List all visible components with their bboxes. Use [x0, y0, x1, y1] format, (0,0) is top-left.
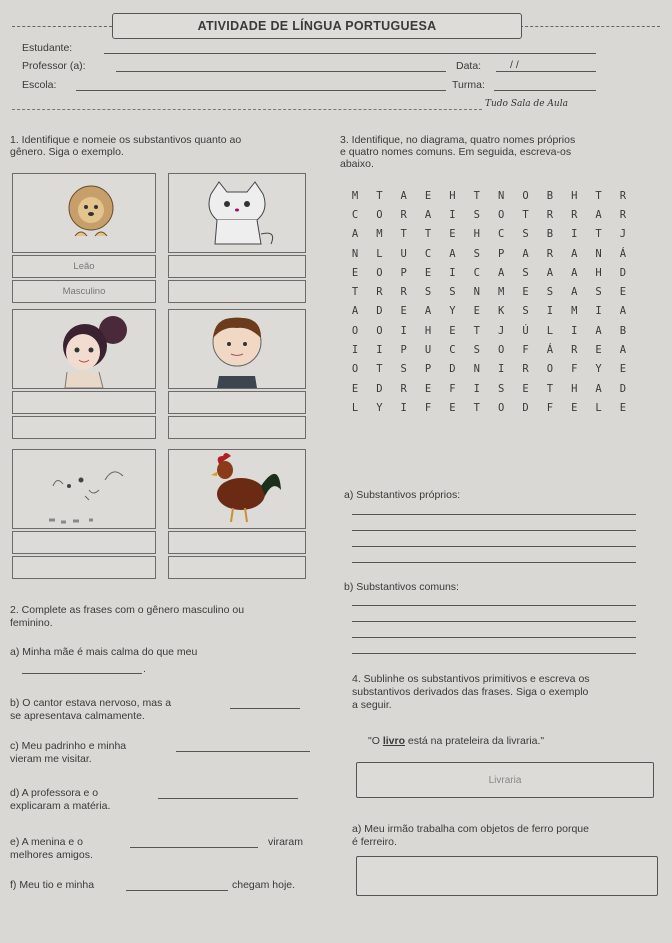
grid-letter[interactable]: U: [400, 247, 407, 260]
grid-letter[interactable]: E: [571, 401, 578, 414]
q2-c-blank[interactable]: [176, 751, 310, 752]
grid-letter[interactable]: A: [400, 189, 407, 202]
grid-letter[interactable]: D: [376, 305, 383, 318]
q2-text-line2: feminino.: [10, 617, 53, 629]
grid-letter[interactable]: I: [400, 324, 407, 337]
grid-letter[interactable]: P: [400, 266, 407, 279]
q4-a-text: a) Meu irmão trabalha com objetos de ferro porque: [352, 823, 589, 835]
grid-letter[interactable]: R: [400, 208, 407, 221]
grid-letter[interactable]: H: [571, 189, 578, 202]
grid-letter[interactable]: I: [571, 324, 578, 337]
grid-letter[interactable]: A: [571, 247, 578, 260]
q2-f-text: f) Meu tio e minha: [10, 879, 95, 891]
grid-letter[interactable]: R: [546, 247, 554, 260]
q3-text-line2: e quatro nomes comuns. Em seguida, escreva-os: [340, 146, 572, 158]
rooster-name-field[interactable]: [168, 531, 306, 554]
grid-letter[interactable]: T: [376, 189, 383, 202]
grid-letter[interactable]: P: [424, 363, 432, 376]
grid-letter[interactable]: A: [424, 208, 432, 221]
class-field[interactable]: [494, 90, 596, 91]
grid-letter[interactable]: F: [546, 401, 554, 414]
date-slashes: / /: [510, 59, 519, 71]
grid-letter[interactable]: M: [351, 189, 359, 202]
grid-letter[interactable]: O: [351, 324, 359, 337]
lion-image-cell: [12, 173, 156, 253]
grid-letter[interactable]: O: [376, 324, 383, 337]
grid-letter[interactable]: T: [351, 286, 359, 299]
teacher-label: Professor (a):: [22, 60, 86, 72]
grid-row: [344, 302, 634, 321]
logo-signature: Tudo Sala de Aula: [485, 99, 568, 109]
q2-a-blank[interactable]: [22, 673, 142, 674]
grid-letter[interactable]: R: [376, 286, 383, 299]
grid-letter[interactable]: E: [522, 382, 529, 395]
grid-letter[interactable]: J: [619, 228, 627, 241]
grid-letter[interactable]: A: [351, 305, 359, 318]
grid-letter[interactable]: P: [400, 344, 407, 357]
school-field[interactable]: [76, 90, 446, 91]
q2-f-end: chegam hoje.: [232, 879, 296, 891]
q2-d-text2: explicaram a matéria.: [10, 800, 111, 812]
grid-letter[interactable]: E: [473, 305, 480, 318]
grid-letter[interactable]: E: [449, 228, 456, 241]
grid-letter[interactable]: A: [595, 208, 602, 221]
grid-letter[interactable]: T: [473, 324, 480, 337]
grid-letter[interactable]: R: [546, 208, 554, 221]
grid-letter[interactable]: B: [619, 324, 627, 337]
q2-f-blank[interactable]: [126, 890, 228, 891]
grid-letter[interactable]: I: [546, 305, 554, 318]
q1-text-line1: 1. Identifique e nomeie os substantivos quanto ao: [10, 134, 242, 146]
q2-a-text: a) Minha mãe é mais calma do que meu: [10, 646, 198, 658]
grid-letter[interactable]: P: [497, 247, 505, 260]
grid-letter[interactable]: I: [449, 208, 456, 221]
grid-letter[interactable]: D: [619, 266, 627, 279]
q3-b-line-1[interactable]: [352, 605, 636, 606]
grid-letter[interactable]: C: [473, 266, 480, 279]
q3-a-line-2[interactable]: [352, 530, 636, 531]
grid-letter[interactable]: I: [595, 305, 602, 318]
q3-a-line-4[interactable]: [352, 562, 636, 563]
grid-letter[interactable]: K: [497, 305, 505, 318]
grid-letter[interactable]: S: [473, 344, 480, 357]
grid-letter[interactable]: T: [595, 228, 602, 241]
grid-letter[interactable]: T: [473, 401, 480, 414]
grid-letter[interactable]: L: [376, 247, 383, 260]
grid-letter[interactable]: A: [424, 305, 432, 318]
rooster-icon: [169, 450, 305, 528]
grid-letter[interactable]: T: [546, 382, 554, 395]
lion-icon: [13, 174, 155, 252]
grid-letter[interactable]: O: [376, 208, 383, 221]
grid-row: [344, 379, 634, 398]
grid-letter[interactable]: E: [619, 286, 627, 299]
grid-letter[interactable]: E: [424, 382, 432, 395]
grid-letter[interactable]: M: [571, 305, 578, 318]
q3-a-label: a) Substantivos próprios:: [344, 489, 461, 501]
grid-letter[interactable]: R: [400, 286, 407, 299]
grid-letter[interactable]: A: [546, 266, 554, 279]
teacher-field[interactable]: [116, 71, 446, 72]
grid-row: [344, 244, 634, 263]
q4-example-post: está na prateleira da livraria.": [405, 735, 545, 747]
cat-image-cell: [168, 173, 306, 253]
q3-b-line-4[interactable]: [352, 653, 636, 654]
q2-e-text: e) A menina e o: [10, 836, 83, 848]
q2-b-text: b) O cantor estava nervoso, mas a: [10, 697, 172, 709]
grid-letter[interactable]: N: [595, 247, 602, 260]
girl-image-cell: [12, 309, 156, 389]
q2-b-blank[interactable]: [230, 708, 300, 709]
grid-row: [344, 186, 634, 205]
grid-letter[interactable]: R: [571, 344, 578, 357]
grid-letter[interactable]: Á: [546, 344, 554, 357]
girl-icon: [13, 310, 155, 388]
cat-icon: [169, 174, 305, 252]
q4-a-answer-box[interactable]: [356, 856, 658, 896]
grid-row: [344, 340, 634, 359]
grid-letter[interactable]: T: [424, 228, 432, 241]
grid-letter[interactable]: E: [619, 363, 627, 376]
grid-letter[interactable]: S: [546, 286, 554, 299]
grid-letter[interactable]: T: [522, 208, 529, 221]
q4-text-line2: substantivos derivados das frases. Siga o exemplo: [352, 686, 589, 698]
cat-gender-field[interactable]: [168, 280, 306, 303]
q2-text-line1: 2. Complete as frases com o gênero masculino ou: [10, 604, 245, 616]
grid-letter[interactable]: E: [424, 189, 432, 202]
grid-letter[interactable]: A: [595, 324, 602, 337]
grid-letter[interactable]: O: [522, 189, 529, 202]
grid-letter[interactable]: O: [497, 401, 505, 414]
grid-letter[interactable]: F: [571, 363, 578, 376]
student-field[interactable]: [104, 53, 596, 54]
grid-letter[interactable]: O: [497, 208, 505, 221]
girl-name-field[interactable]: [12, 391, 156, 414]
grid-letter[interactable]: R: [619, 189, 627, 202]
q2-d-text: d) A professora e o: [10, 787, 99, 799]
grid-letter[interactable]: Ú: [522, 324, 529, 337]
page-title: ATIVIDADE DE LÍNGUA PORTUGUESA: [112, 13, 522, 39]
grid-letter[interactable]: A: [571, 266, 578, 279]
grid-letter[interactable]: E: [595, 344, 602, 357]
grid-letter[interactable]: I: [473, 382, 480, 395]
hen-gender-field[interactable]: [12, 556, 156, 579]
grid-letter[interactable]: R: [571, 208, 578, 221]
grid-letter[interactable]: A: [522, 247, 529, 260]
grid-letter[interactable]: T: [595, 189, 602, 202]
grid-letter[interactable]: D: [619, 382, 627, 395]
grid-letter[interactable]: E: [400, 305, 407, 318]
q3-b-line-2[interactable]: [352, 621, 636, 622]
rooster-image-cell: [168, 449, 306, 529]
grid-letter[interactable]: A: [571, 286, 578, 299]
grid-letter[interactable]: T: [400, 228, 407, 241]
grid-letter[interactable]: H: [424, 324, 432, 337]
grid-letter[interactable]: C: [424, 247, 432, 260]
grid-letter[interactable]: C: [351, 208, 359, 221]
grid-letter[interactable]: T: [376, 363, 383, 376]
grid-letter[interactable]: S: [400, 363, 407, 376]
grid-letter[interactable]: M: [497, 286, 505, 299]
grid-letter[interactable]: H: [595, 266, 602, 279]
boy-gender-field[interactable]: [168, 416, 306, 439]
grid-letter[interactable]: N: [473, 286, 480, 299]
grid-letter[interactable]: O: [497, 344, 505, 357]
grid-letter[interactable]: F: [449, 382, 456, 395]
example-name-box: Leão: [12, 255, 156, 278]
grid-letter[interactable]: I: [571, 228, 578, 241]
q3-b-label: b) Substantivos comuns:: [344, 581, 459, 593]
boy-image-cell: [168, 309, 306, 389]
q3-a-line-3[interactable]: [352, 546, 636, 547]
grid-letter[interactable]: E: [619, 401, 627, 414]
grid-letter[interactable]: E: [449, 324, 456, 337]
grid-letter[interactable]: E: [522, 286, 529, 299]
grid-letter[interactable]: F: [424, 401, 432, 414]
grid-letter[interactable]: I: [351, 344, 359, 357]
q2-e-text2: melhores amigos.: [10, 849, 93, 861]
q4-example-answer: Livraria: [356, 762, 654, 798]
grid-letter[interactable]: S: [522, 228, 529, 241]
q3-text-line3: abaixo.: [340, 158, 374, 170]
grid-letter[interactable]: O: [351, 363, 359, 376]
grid-letter[interactable]: S: [522, 305, 529, 318]
title-left-dash: [12, 26, 112, 27]
grid-letter[interactable]: N: [351, 247, 359, 260]
q1-text-line2: gênero. Siga o exemplo.: [10, 146, 124, 158]
q3-a-line-1[interactable]: [352, 514, 636, 515]
grid-letter[interactable]: D: [522, 401, 529, 414]
grid-letter[interactable]: Y: [595, 363, 602, 376]
grid-letter[interactable]: L: [351, 401, 359, 414]
grid-row: [344, 321, 634, 340]
boy-name-field[interactable]: [168, 391, 306, 414]
girl-gender-field[interactable]: [12, 416, 156, 439]
grid-letter[interactable]: H: [571, 382, 578, 395]
grid-row: [344, 263, 634, 282]
grid-letter[interactable]: C: [449, 344, 456, 357]
q2-b-text2: se apresentava calmamente.: [10, 710, 145, 722]
q4-text-line3: a seguir.: [352, 699, 392, 711]
grid-letter[interactable]: L: [546, 324, 554, 337]
q2-e-mid: viraram: [268, 836, 304, 848]
grid-letter[interactable]: C: [497, 228, 505, 241]
q2-c-text: c) Meu padrinho e minha: [10, 740, 127, 752]
grid-letter[interactable]: L: [595, 401, 602, 414]
q4-text-line1: 4. Sublinhe os substantivos primitivos e escreva os: [352, 673, 590, 685]
hen-name-field[interactable]: [12, 531, 156, 554]
q4-a-text2: é ferreiro.: [352, 836, 397, 848]
grid-letter[interactable]: S: [424, 286, 432, 299]
date-field[interactable]: [496, 71, 596, 72]
q3-b-line-3[interactable]: [352, 637, 636, 638]
cat-name-field[interactable]: [168, 255, 306, 278]
grid-letter[interactable]: O: [376, 266, 383, 279]
grid-row: [344, 205, 634, 224]
grid-letter[interactable]: B: [546, 228, 554, 241]
grid-letter[interactable]: I: [400, 401, 407, 414]
q4-example-sentence: [368, 735, 544, 747]
date-label: Data:: [456, 60, 482, 72]
school-label: Escola:: [22, 79, 57, 91]
q4-example-pre: "O: [368, 735, 383, 747]
grid-letter[interactable]: D: [449, 363, 456, 376]
grid-letter[interactable]: O: [546, 363, 554, 376]
grid-row: [344, 225, 634, 244]
grid-letter[interactable]: I: [376, 344, 383, 357]
grid-letter[interactable]: E: [424, 266, 432, 279]
class-label: Turma:: [452, 79, 485, 91]
grid-letter[interactable]: E: [351, 382, 359, 395]
grid-letter[interactable]: S: [595, 286, 602, 299]
grid-letter[interactable]: Y: [376, 401, 383, 414]
grid-letter[interactable]: R: [400, 382, 407, 395]
grid-letter[interactable]: A: [497, 266, 505, 279]
q4-example-word: livro: [382, 735, 405, 747]
grid-letter[interactable]: N: [473, 363, 480, 376]
grid-letter[interactable]: B: [546, 189, 554, 202]
grid-letter[interactable]: S: [497, 382, 505, 395]
q2-c-text2: vieram me visitar.: [10, 753, 92, 765]
grid-letter[interactable]: I: [449, 266, 456, 279]
grid-row: [344, 282, 634, 301]
grid-letter[interactable]: A: [619, 305, 627, 318]
grid-letter[interactable]: Y: [449, 305, 456, 318]
header-divider: [12, 109, 482, 110]
grid-letter[interactable]: U: [424, 344, 432, 357]
grid-letter[interactable]: T: [473, 189, 480, 202]
grid-letter[interactable]: R: [522, 363, 529, 376]
grid-letter[interactable]: S: [522, 266, 529, 279]
grid-letter[interactable]: F: [522, 344, 529, 357]
grid-letter[interactable]: E: [449, 401, 456, 414]
hen-icon: [13, 450, 155, 528]
grid-letter[interactable]: N: [497, 189, 505, 202]
grid-letter[interactable]: A: [351, 228, 359, 241]
grid-letter[interactable]: M: [376, 228, 383, 241]
grid-letter[interactable]: S: [473, 247, 480, 260]
title-right-dash: [520, 26, 660, 27]
grid-letter[interactable]: D: [376, 382, 383, 395]
grid-letter[interactable]: S: [449, 286, 456, 299]
q3-text-line1: 3. Identifique, no diagrama, quatro nomes próprios: [340, 134, 576, 146]
q2-d-blank[interactable]: [158, 798, 298, 799]
q2-e-blank[interactable]: [130, 847, 258, 848]
grid-row: [344, 398, 634, 417]
rooster-gender-field[interactable]: [168, 556, 306, 579]
grid-letter[interactable]: H: [473, 228, 480, 241]
grid-letter[interactable]: H: [449, 189, 456, 202]
grid-letter[interactable]: E: [351, 266, 359, 279]
hen-image-cell: [12, 449, 156, 529]
grid-row: [344, 360, 634, 379]
student-label: Estudante:: [22, 42, 73, 54]
q2-a-end: .: [143, 663, 146, 675]
boy-icon: [169, 310, 305, 388]
example-gender-box: Masculino: [12, 280, 156, 303]
grid-letter[interactable]: S: [473, 208, 480, 221]
grid-letter[interactable]: R: [619, 208, 627, 221]
grid-letter[interactable]: A: [619, 344, 627, 357]
grid-letter[interactable]: I: [497, 363, 505, 376]
word-search-grid[interactable]: [344, 186, 634, 418]
grid-letter[interactable]: A: [595, 382, 602, 395]
grid-letter[interactable]: J: [497, 324, 505, 337]
grid-letter[interactable]: A: [449, 247, 456, 260]
grid-letter[interactable]: Á: [619, 247, 627, 260]
